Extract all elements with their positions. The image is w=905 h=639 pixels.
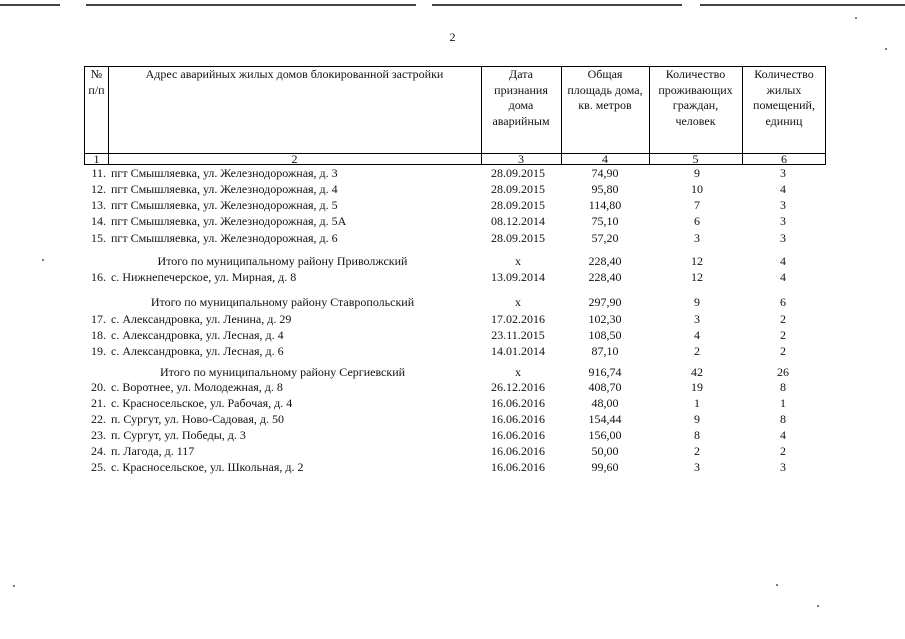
table-row bbox=[84, 379, 826, 395]
subtotal-row bbox=[84, 364, 826, 380]
row-number: 12. bbox=[91, 182, 106, 196]
area-cell: 228,40 bbox=[588, 254, 622, 268]
column-rule bbox=[481, 67, 482, 164]
header-people bbox=[649, 67, 742, 153]
row-number: 23. bbox=[91, 428, 106, 442]
address-cell: пгт Смышляевка, ул. Железнодорожная, д. 4 bbox=[111, 182, 338, 196]
address-cell: пгт Смышляевка, ул. Железнодорожная, д. 6 bbox=[111, 231, 338, 245]
column-number: 2 bbox=[291, 152, 298, 166]
row-number: 17. bbox=[91, 312, 106, 326]
table-row bbox=[84, 343, 826, 359]
residents-cell: 19 bbox=[691, 380, 703, 394]
residents-cell: 42 bbox=[691, 365, 703, 379]
scan-speck bbox=[817, 605, 819, 607]
area-cell: 154,44 bbox=[588, 412, 622, 426]
subtotal-row bbox=[84, 253, 826, 269]
table-header bbox=[84, 66, 826, 165]
date-cell: 16.06.2016 bbox=[491, 460, 545, 474]
column-number: 5 bbox=[692, 152, 699, 166]
address-cell: с. Красносельское, ул. Рабочая, д. 4 bbox=[111, 396, 293, 410]
date-cell: x bbox=[515, 295, 521, 309]
row-number: 14. bbox=[91, 214, 106, 228]
units-cell: 3 bbox=[780, 214, 786, 228]
units-cell: 4 bbox=[780, 270, 786, 284]
address-cell: с. Воротнее, ул. Молодежная, д. 8 bbox=[111, 380, 283, 394]
area-cell: 108,50 bbox=[588, 328, 622, 342]
row-number: 11. bbox=[91, 166, 106, 180]
residents-cell: 10 bbox=[691, 182, 703, 196]
row-number: 18. bbox=[91, 328, 106, 342]
units-cell: 3 bbox=[780, 198, 786, 212]
area-cell: 50,00 bbox=[591, 444, 619, 458]
units-cell: 3 bbox=[780, 166, 786, 180]
date-cell: 16.06.2016 bbox=[491, 428, 545, 442]
table-row bbox=[84, 459, 826, 475]
residents-cell: 3 bbox=[694, 460, 700, 474]
table-row bbox=[84, 181, 826, 197]
page-number: 2 bbox=[449, 30, 456, 44]
units-cell: 8 bbox=[780, 412, 786, 426]
area-cell: 99,60 bbox=[591, 460, 619, 474]
area-cell: 156,00 bbox=[588, 428, 622, 442]
address-cell: с. Нижнепечерское, ул. Мирная, д. 8 bbox=[111, 270, 297, 284]
residents-cell: 3 bbox=[694, 231, 700, 245]
subtotal-row bbox=[84, 294, 826, 310]
area-cell: 916,74 bbox=[588, 365, 622, 379]
residents-cell: 2 bbox=[694, 344, 700, 358]
units-cell: 3 bbox=[780, 231, 786, 245]
residents-cell: 3 bbox=[694, 312, 700, 326]
date-cell: 16.06.2016 bbox=[491, 396, 545, 410]
area-cell: 114,80 bbox=[588, 198, 622, 212]
table-row bbox=[84, 311, 826, 327]
units-cell: 6 bbox=[780, 295, 786, 309]
area-cell: 75,10 bbox=[591, 214, 619, 228]
column-number: 3 bbox=[518, 152, 524, 166]
residents-cell: 2 bbox=[694, 444, 700, 458]
units-cell: 4 bbox=[780, 182, 786, 196]
residents-cell: 1 bbox=[694, 396, 700, 410]
header-label: Количество жилых помещений, единиц bbox=[753, 67, 815, 128]
residents-cell: 9 bbox=[694, 295, 700, 309]
residents-cell: 12 bbox=[691, 270, 703, 284]
address-cell: пгт Смышляевка, ул. Железнодорожная, д. 5 bbox=[111, 198, 338, 212]
area-cell: 48,00 bbox=[591, 396, 619, 410]
subtotal-label: Итого по муниципальному району Ставропольский bbox=[150, 295, 415, 309]
column-rule bbox=[108, 67, 109, 164]
date-cell: 17.02.2016 bbox=[491, 312, 545, 326]
header-label: Количество проживающих граждан, человек bbox=[658, 67, 733, 128]
table-row bbox=[84, 230, 826, 246]
residents-cell: 9 bbox=[694, 166, 700, 180]
date-cell: x bbox=[515, 254, 521, 268]
header-area bbox=[561, 67, 649, 153]
date-cell: x bbox=[515, 365, 521, 379]
area-cell: 102,30 bbox=[588, 312, 622, 326]
date-cell: 14.01.2014 bbox=[491, 344, 545, 358]
header-date bbox=[481, 67, 561, 153]
subtotal-label: Итого по муниципальному району Приволжский bbox=[157, 254, 408, 268]
column-number: 6 bbox=[781, 152, 787, 166]
residents-cell: 9 bbox=[694, 412, 700, 426]
units-cell: 2 bbox=[780, 312, 786, 326]
area-cell: 74,90 bbox=[591, 166, 619, 180]
row-number: 22. bbox=[91, 412, 106, 426]
units-cell: 26 bbox=[777, 365, 789, 379]
scan-speck bbox=[855, 17, 857, 19]
address-cell: п. Сургут, ул. Ново-Садовая, д. 50 bbox=[111, 412, 284, 426]
residents-cell: 7 bbox=[694, 198, 700, 212]
scan-edge bbox=[0, 0, 905, 7]
residents-cell: 12 bbox=[691, 254, 703, 268]
table-row bbox=[84, 443, 826, 459]
date-cell: 26.12.2016 bbox=[491, 380, 545, 394]
header-address bbox=[108, 67, 481, 153]
residents-cell: 4 bbox=[694, 328, 700, 342]
table-row bbox=[84, 411, 826, 427]
column-rule bbox=[649, 67, 650, 164]
date-cell: 16.06.2016 bbox=[491, 412, 545, 426]
address-cell: с. Александровка, ул. Лесная, д. 4 bbox=[111, 328, 284, 342]
column-rule bbox=[742, 67, 743, 164]
table-row bbox=[84, 213, 826, 229]
table-row bbox=[84, 395, 826, 411]
address-cell: п. Лагода, д. 117 bbox=[111, 444, 195, 458]
address-cell: с. Александровка, ул. Ленина, д. 29 bbox=[111, 312, 292, 326]
address-cell: п. Сургут, ул. Победы, д. 3 bbox=[111, 428, 246, 442]
column-rule bbox=[561, 67, 562, 164]
date-cell: 08.12.2014 bbox=[491, 214, 545, 228]
scan-speck bbox=[42, 259, 44, 261]
row-number: 25. bbox=[91, 460, 106, 474]
header-label: Общая площадь дома, кв. метров bbox=[567, 67, 643, 112]
area-cell: 297,90 bbox=[588, 295, 622, 309]
row-number: 21. bbox=[91, 396, 106, 410]
table-row bbox=[84, 269, 826, 285]
date-cell: 28.09.2015 bbox=[491, 182, 545, 196]
date-cell: 23.11.2015 bbox=[491, 328, 545, 342]
scan-speck bbox=[13, 585, 15, 587]
date-cell: 28.09.2015 bbox=[491, 231, 545, 245]
date-cell: 28.09.2015 bbox=[491, 198, 545, 212]
address-cell: пгт Смышляевка, ул. Железнодорожная, д. 3 bbox=[111, 166, 338, 180]
row-number: 15. bbox=[91, 231, 106, 245]
units-cell: 4 bbox=[780, 254, 786, 268]
units-cell: 2 bbox=[780, 444, 786, 458]
units-cell: 1 bbox=[780, 396, 786, 410]
scan-speck bbox=[776, 584, 778, 586]
header-label: Дата признания дома аварийным bbox=[492, 67, 550, 128]
row-number: 19. bbox=[91, 344, 106, 358]
scan-speck bbox=[885, 48, 887, 50]
address-cell: с. Александровка, ул. Лесная, д. 6 bbox=[111, 344, 284, 358]
units-cell: 2 bbox=[780, 344, 786, 358]
area-cell: 95,80 bbox=[591, 182, 619, 196]
area-cell: 87,10 bbox=[591, 344, 619, 358]
units-cell: 8 bbox=[780, 380, 786, 394]
row-number: 20. bbox=[91, 380, 106, 394]
header-num bbox=[85, 67, 108, 153]
table-row bbox=[84, 165, 826, 181]
table-row bbox=[84, 427, 826, 443]
area-cell: 408,70 bbox=[588, 380, 622, 394]
row-number: 24. bbox=[91, 444, 106, 458]
units-cell: 2 bbox=[780, 328, 786, 342]
header-units bbox=[742, 67, 826, 153]
column-number: 4 bbox=[602, 152, 608, 166]
residents-cell: 8 bbox=[694, 428, 700, 442]
header-label: Адрес аварийных жилых домов блокированной застройки bbox=[145, 67, 444, 81]
column-number: 1 bbox=[93, 152, 100, 166]
row-number: 16. bbox=[91, 270, 106, 284]
table-row bbox=[84, 327, 826, 343]
residents-cell: 6 bbox=[694, 214, 700, 228]
date-cell: 28.09.2015 bbox=[491, 166, 545, 180]
table-row bbox=[84, 197, 826, 213]
subtotal-label: Итого по муниципальному району Сергиевский bbox=[159, 365, 406, 379]
date-cell: 13.09.2014 bbox=[491, 270, 545, 284]
date-cell: 16.06.2016 bbox=[491, 444, 545, 458]
row-number: 13. bbox=[91, 198, 106, 212]
units-cell: 4 bbox=[780, 428, 786, 442]
units-cell: 3 bbox=[780, 460, 786, 474]
header-label: № п/п bbox=[88, 67, 105, 97]
address-cell: пгт Смышляевка, ул. Железнодорожная, д. 5А bbox=[111, 214, 347, 228]
area-cell: 57,20 bbox=[591, 231, 619, 245]
area-cell: 228,40 bbox=[588, 270, 622, 284]
address-cell: с. Красносельское, ул. Школьная, д. 2 bbox=[111, 460, 304, 474]
housing-table bbox=[84, 66, 826, 474]
